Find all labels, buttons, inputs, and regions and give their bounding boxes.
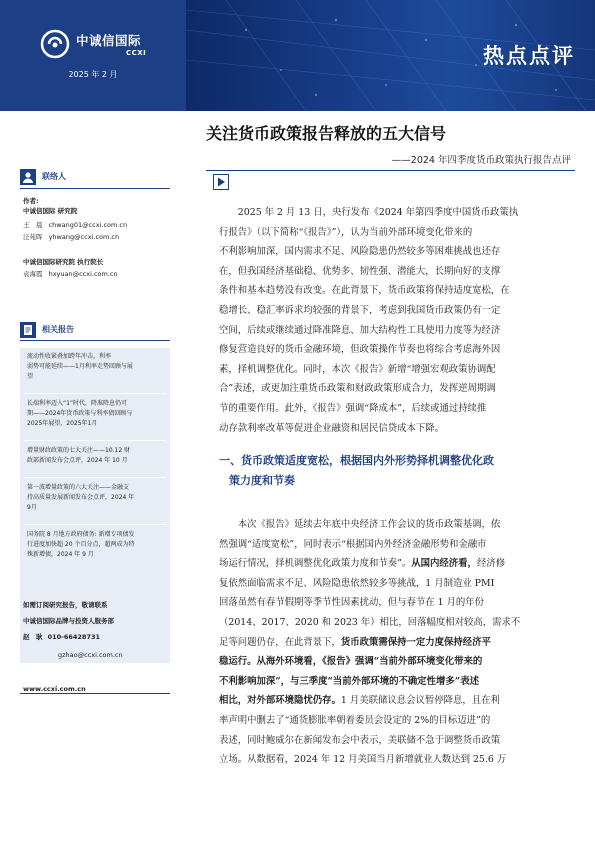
section-heading-line: 一、货币政策适度宽松，根据国内外形势择机调整优化政 <box>219 454 494 467</box>
bold-fragment: 货币政策需保持一定力度保持经济平 <box>340 636 491 648</box>
author-name: 王 晨 <box>23 221 43 229</box>
text-fragment: 场运行情况，择机调整优化政策力度和节奏”。 <box>219 558 412 570</box>
author-label: 作者: <box>23 197 39 205</box>
logo-chinese-text: 中诚信国际 <box>76 33 142 48</box>
person-icon <box>20 169 36 185</box>
related-report-link[interactable] <box>27 352 165 382</box>
bold-fragment: 稳运行。 <box>219 656 257 668</box>
related-report-line: 期——2024年货币政策与利率债回顾与 <box>27 410 133 417</box>
author-email[interactable]: chwang01@ccxi.com.cn <box>48 221 128 229</box>
report-date: 2025 年 2 月 <box>68 70 118 79</box>
text-line: 复依然面临需求不足、风险隐患依然较多等挑战，1 月制造业 PMI <box>219 577 495 589</box>
text-line: 素，择机调整优化。同时，本次《报告》新增“增强宏观政策协调配 <box>219 363 496 375</box>
text-line: 2025 年 2 月 13 日，央行发布《2024 年第四季度中国货币政策执 <box>237 207 519 218</box>
related-report-line: 增量财政政策的七大关注——10.12 财 <box>27 447 131 454</box>
bold-fragment: 从国内经济看， <box>411 558 477 570</box>
director-name: 袁海霞 <box>23 270 43 278</box>
website-link[interactable]: www.ccxi.com.cn <box>23 685 86 693</box>
author-contact <box>23 221 173 230</box>
related-report-line: 政部新闻发布会点评，2024 年 10 月 <box>27 457 128 464</box>
text-line: 节的重要作用。此外，《报告》强调“降成本”，后续或通过持续推 <box>219 402 487 414</box>
contact-phone[interactable]: 010-66428731 <box>47 633 101 641</box>
text-line: 立场。从数据看，2024 年 12 月美国当月新增就业人数达到 25.6 万 <box>219 754 507 766</box>
text-line <box>219 554 575 574</box>
related-report-line: 长端利率迈入“1”时代，降准降息仍可 <box>27 400 128 407</box>
related-report-link[interactable] <box>27 483 165 513</box>
text-fragment: 经济修 <box>476 558 506 570</box>
text-line <box>219 652 575 672</box>
text-line: 表述，同时鲍威尔在新闻发布会中表示，美联储不急于调整货币政策 <box>219 734 501 746</box>
header-banner <box>186 0 595 111</box>
related-report-line: 第一波增量政策的六大关注——金融支 <box>27 484 130 491</box>
text-line: 率声明中删去了“通货膨胀率朝着委员会设定的 2%的目标迈进”的 <box>219 714 491 726</box>
text-line: （2014、2017、2020 和 2023 年）相比，回落幅度相对较高，需求不 <box>219 616 521 628</box>
text-fragment: 足等问题仍存，在此背景下， <box>219 636 341 648</box>
subscribe-line: 如需订阅研究报告，敬请联系 <box>23 601 108 609</box>
divider <box>24 477 166 478</box>
text-line <box>219 633 575 653</box>
text-line: 空间，后续或继续通过降准降息、加大结构性工具使用力度等为经济 <box>219 324 501 336</box>
text-line: 动存款利率改革等促进企业融资和居民信贷成本下降。 <box>219 422 445 434</box>
related-report-link[interactable] <box>27 399 165 429</box>
text-line: 修复营造良好的货币金融环境，但政策操作节奏也将综合考虑海外因 <box>219 344 501 356</box>
related-reports-label: 相关报告 <box>42 325 74 334</box>
text-line: 行报告》（以下简称“《报告》”），认为当前外部环境变化带来的 <box>219 226 473 238</box>
director-contact <box>23 270 173 279</box>
document-icon <box>20 322 36 338</box>
related-report-line: 9月 <box>27 504 37 511</box>
bold-fragment: 当前外部环境的不确定性增多”表述 <box>332 675 479 687</box>
divider <box>24 440 166 441</box>
director-org: 中诚信国际研究院 执行院长 <box>23 258 104 266</box>
section-heading <box>219 451 575 491</box>
subscribe-dept: 中诚信国际品牌与投资人服务部 <box>23 617 114 625</box>
text-line: 在，但我国经济基础稳、优势多、韧性强、潜能大，长期向好的支撑 <box>219 265 501 277</box>
document-subtitle: ——2024 年四季度货币政策执行报告点评 <box>391 155 571 166</box>
related-report-link[interactable] <box>27 530 165 560</box>
related-report-link[interactable] <box>27 446 165 466</box>
intro-paragraph <box>219 203 575 438</box>
related-report-line: 持高质量发展新闻发布会点评，2024 年 <box>27 494 135 501</box>
contacts-heading <box>20 169 170 185</box>
author-email[interactable]: yhwang@ccxi.com.cn <box>48 233 120 241</box>
related-reports-list <box>20 348 170 663</box>
divider <box>20 188 170 189</box>
text-line: 合”表述，或更加注重货币政策和财政政策形成合力，发挥逆周期调 <box>219 383 496 395</box>
bold-fragment: 不利影响加深”，与三季度“ <box>219 675 333 687</box>
logo-english-text: CCXI <box>126 49 147 57</box>
related-report-line: 国务院 8 月地方政府债务: 新增专项债发 <box>27 531 135 538</box>
text-line <box>219 691 575 711</box>
report-category-title: 热点点评 <box>483 44 575 68</box>
section-heading-line: 策力度和节奏 <box>229 474 295 487</box>
author-contact <box>23 233 173 242</box>
phone-contact <box>23 633 173 642</box>
divider <box>24 393 166 394</box>
sidebar <box>0 111 186 841</box>
director-email[interactable]: hxyuan@ccxi.com.cn <box>48 270 118 278</box>
logo-emblem-icon <box>40 29 70 59</box>
bold-fragment: 相比，对外部环境隐忧仍存。 <box>219 695 341 707</box>
related-reports-heading <box>20 322 170 338</box>
play-arrow-icon <box>213 174 229 190</box>
header-brand-panel <box>0 0 186 111</box>
text-fragment: 1 月美联储议息会议暂停降息，且在利 <box>340 695 500 707</box>
section-paragraph <box>219 515 575 770</box>
bold-fragment: 从海外环境看，《报告》强调“当前外部环境变化带来的 <box>256 656 483 668</box>
related-report-line: 流动性收紧叠加跨年冲击，利率 <box>27 353 112 360</box>
text-line: 然强调“适度宽松”，同时表示“根据国内外经济金融形势和金融市 <box>219 538 487 550</box>
related-report-line: 行进度加快超 20 个百分点，超两成为特 <box>27 541 135 548</box>
text-line: 不利影响加深，国内需求不足、风险隐患仍然较多等困难挑战也还存 <box>219 246 501 258</box>
related-report-line: 2025年展望，2025年1月 <box>27 420 98 427</box>
related-report-line: 望 <box>27 373 34 380</box>
text-line: 条件和基本趋势没有改变。在此背景下，货币政策将保持适度宽松，在 <box>219 285 510 297</box>
author-name: 汪苑晖 <box>23 233 43 241</box>
main-content <box>186 111 595 841</box>
text-line: 本次《报告》延续去年底中央经济工作会议的货币政策基调，依 <box>237 519 501 530</box>
title-rule <box>206 170 575 171</box>
author-org: 中诚信国际 研究院 <box>23 207 78 215</box>
contact-name: 赵 耿 <box>23 633 43 641</box>
divider <box>20 340 170 341</box>
divider <box>24 524 166 525</box>
contacts-heading-label: 联络人 <box>42 172 66 181</box>
text-line: 稳增长、稳汇率诉求均较强的背景下，考虑到我国货币政策仍有一定 <box>219 304 501 316</box>
related-report-line: 殊新增债，2024 年 9 月 <box>27 551 94 558</box>
related-report-line: 弱势可能延续——1月利率走势回顾与展 <box>27 363 133 370</box>
contact-email[interactable]: gzhao@ccxi.com.cn <box>58 651 123 659</box>
ccxi-logo[interactable] <box>40 27 150 61</box>
text-line: 回落虽然有春节假期等季节性因素扰动，但与春节在 1 月的年份 <box>219 597 485 609</box>
document-title: 关注货币政策报告释放的五大信号 <box>206 124 447 143</box>
text-line <box>219 672 575 692</box>
